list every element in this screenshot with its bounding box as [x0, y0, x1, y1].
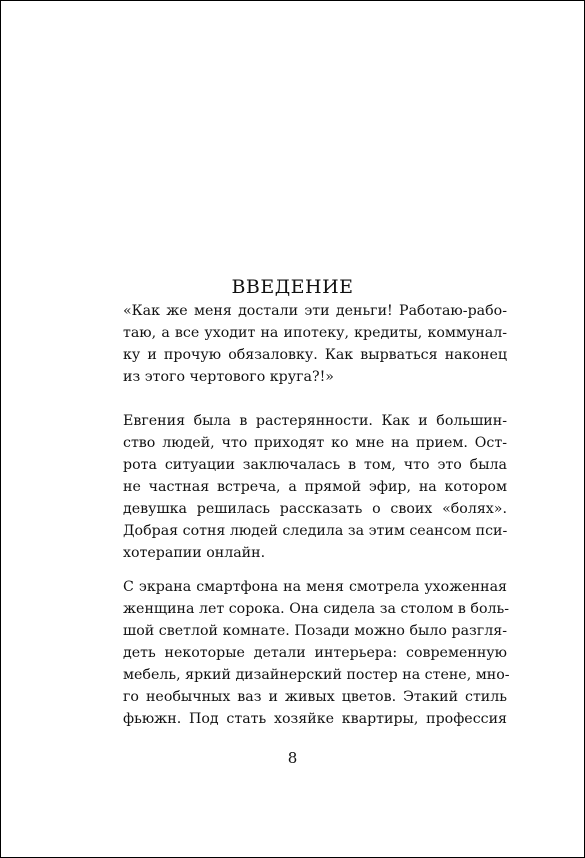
paragraph-line: фьюжн. Под стать хозяйке квартиры, профессия — [123, 711, 507, 727]
paragraph-3 — [123, 576, 510, 730]
chapter-heading: ВВЕДЕНИЕ — [231, 275, 354, 298]
paragraph-line: ку и прочую обязаловку. Как вырваться наконец — [123, 347, 507, 363]
paragraph-line: мебель, яркий дизайнерский постер на стене, мно- — [123, 667, 510, 683]
paragraph-line: «Как же меня достали эти деньги! Работаю-рабо- — [123, 303, 507, 319]
paragraph-line: таю, а все уходит на ипотеку, кредиты, коммунал- — [123, 325, 507, 341]
paragraph-line: из этого чертового круга?!» — [123, 369, 334, 385]
paragraph-2 — [123, 410, 507, 564]
paragraph-line: С экрана смартфона на меня смотрела ухоженная — [123, 579, 507, 595]
paragraph-line: девушка решилась рассказать о своих «болях». — [123, 501, 507, 517]
paragraph-line: не частная встреча, а прямой эфир, на котором — [123, 479, 507, 495]
paragraph-1 — [123, 300, 507, 388]
page-number: 8 — [287, 749, 298, 767]
paragraph-line: женщина лет сорока. Она сидела за столом в боль- — [123, 601, 510, 617]
paragraph-line: шой светлой комнате. Позади можно было разгля- — [123, 623, 507, 639]
paragraph-line: Добрая сотня людей следила за этим сеансом пси- — [123, 523, 508, 539]
paragraph-line: хотерапии онлайн. — [123, 545, 266, 561]
paragraph-line: Евгения была в растерянности. Как и большин- — [123, 413, 507, 429]
paragraph-line: ство людей, что приходят ко мне на прием. Ост- — [123, 435, 507, 451]
paragraph-line: го необычных ваз и живых цветов. Этакий стиль — [123, 689, 507, 705]
paragraph-line: деть некоторые детали интерьера: современную — [123, 645, 507, 661]
paragraph-line: рота ситуации заключалась в том, что это была — [123, 457, 507, 473]
